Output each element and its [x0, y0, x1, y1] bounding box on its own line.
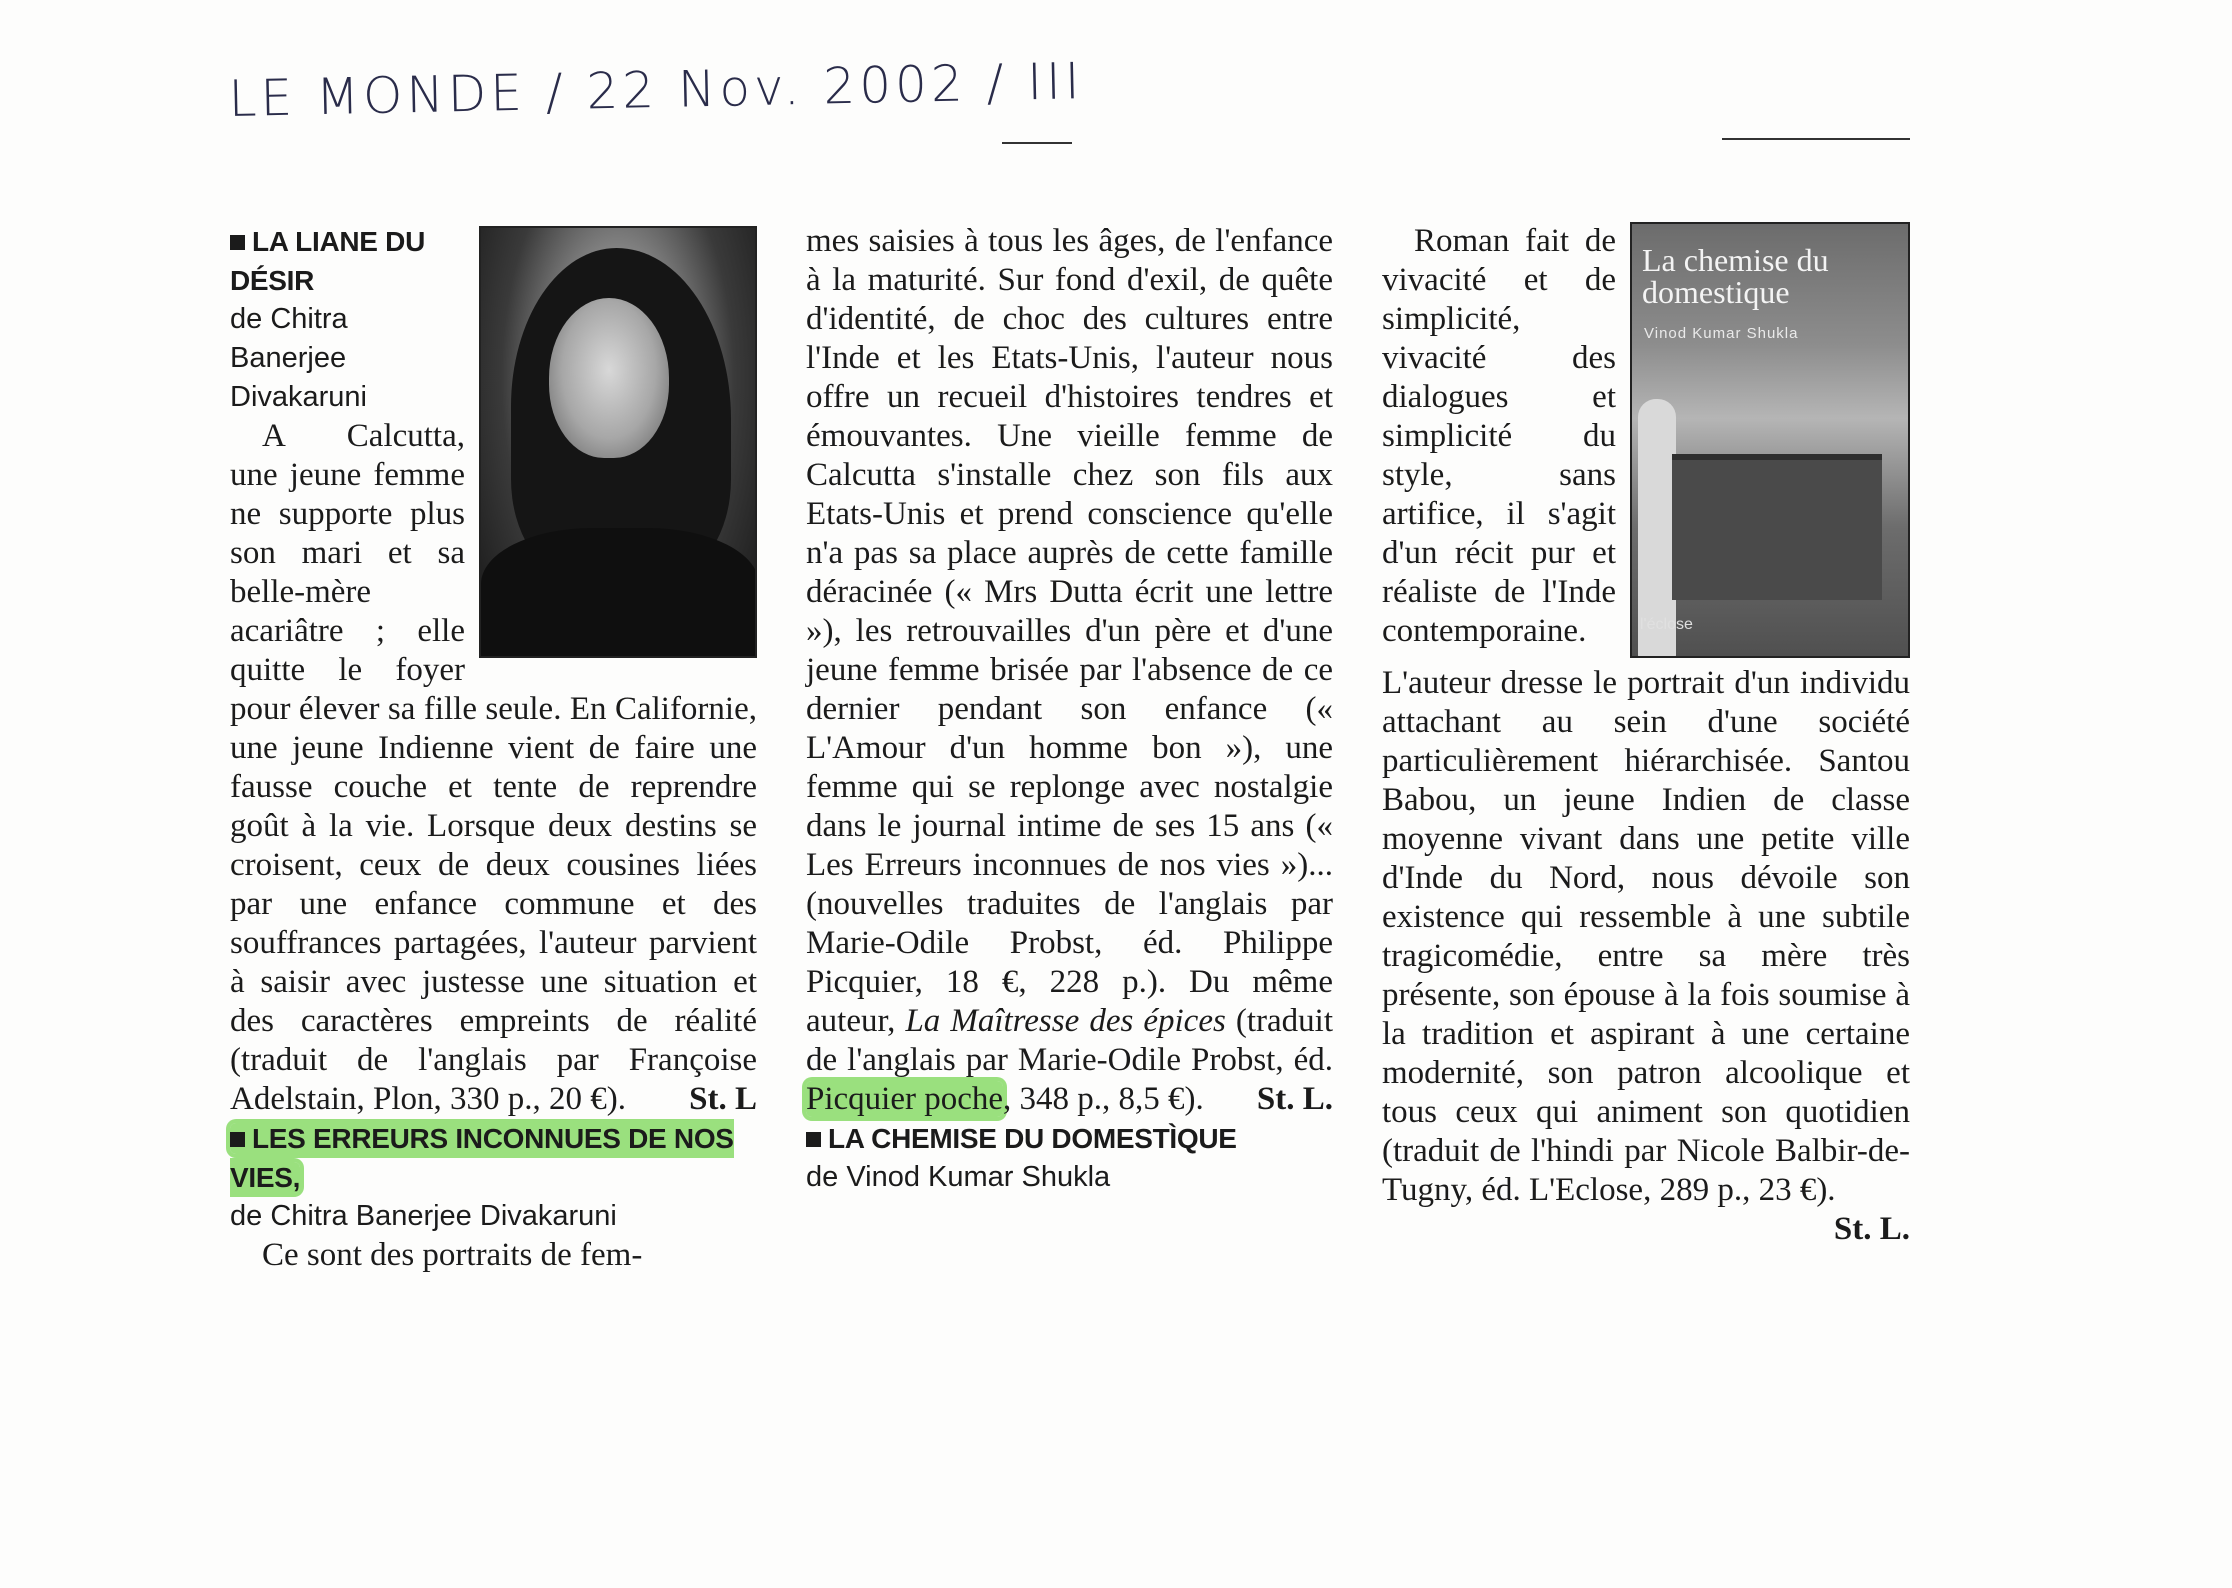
- review-heading-les-erreurs: [230, 1119, 757, 1197]
- review-text-les-erreurs-start: Ce sont des portraits de fem-: [262, 1237, 643, 1273]
- highlighted-heading: [230, 1123, 734, 1193]
- italic-book-title: La Maîtresse des épices: [905, 1003, 1226, 1039]
- cover-title: La chemise du domestique: [1642, 242, 1829, 310]
- review-heading-la-chemise: [806, 1119, 1333, 1158]
- book-cover: [1630, 222, 1910, 658]
- review-text-les-erreurs-cont: [806, 222, 1333, 1119]
- cover-publisher: l'éclose: [1640, 616, 1693, 633]
- bullet-square-icon: [230, 235, 245, 250]
- review-body: A Calcutta, une jeune femme ne supporte plus son mari et sa belle-mère acariâtre ; elle quitte le foyer pour élever sa fille seule. En Californie, une jeune Indienne vient de faire une fausse couche et tente de reprendre goût à la vie. Lorsque deux destins se croisent, ceux de deux cousines liées par une enfance commune et des souffrances partagées, l'auteur parvient à saisir avec justesse une situation et des caractères empreints de réalité (traduit de l'anglais par Françoise Adelstain, Plon, 330 p., 20 €).: [230, 418, 757, 1117]
- heading-text: LES ERREURS INCONNUES DE NOS VIES,: [230, 1123, 734, 1193]
- byline-les-erreurs: de Chitra Banerjee Divakaruni: [230, 1200, 617, 1232]
- bullet-square-icon: [230, 1132, 245, 1147]
- signature: St. L: [689, 1081, 757, 1117]
- handwritten-source-note: LE MONDE / 22 Nov. 2002 / III: [228, 52, 1085, 128]
- photo-face: [549, 298, 669, 458]
- heading-text: LA CHEMISE DU DOMESTÌQUE: [828, 1123, 1237, 1154]
- column-2: [806, 222, 1333, 1197]
- review-body-tail: , 348 p., 8,5 €).: [1003, 1081, 1204, 1117]
- byline-la-chemise: de Vinod Kumar Shukla: [806, 1161, 1111, 1193]
- cover-author: Vinod Kumar Shukla: [1644, 325, 1799, 342]
- heading-text: LA LIANE DU DÉSIR: [230, 226, 425, 296]
- photo-body: [481, 528, 757, 658]
- signature: St. L.: [1256, 1081, 1333, 1117]
- author-photo: [479, 226, 757, 658]
- header-rule-left: [1002, 142, 1072, 144]
- signature: St. L.: [1833, 1211, 1910, 1247]
- review-text-la-chemise-b: L'auteur dresse le portrait d'un individu attachant au sein d'une société particulièrement hiérarchisée. Santou Babou, un jeune Indien de classe moyenne vivant dans une petite ville d'Inde du Nord, nous dévoile son existence qui ressemble à une subtile tragicomédie, entre sa mère très présente, son épouse à la fois soumise à la tradition et aspirant à une certaine modernité, son patron alcoolique et tous ceux qui animent son quotidien (traduit de l'hindi par Nicole Balbir-de-Tugny, éd. L'Eclose, 289 p., 23 €).: [1382, 665, 1910, 1208]
- header-rule-right: [1722, 138, 1910, 140]
- review-body-cont: (traduit de l'anglais par Marie-Odile Probst, éd.: [806, 1003, 1333, 1078]
- column-3: [1382, 222, 1910, 1249]
- column-1: [230, 222, 757, 1275]
- highlighted-text: Picquier poche: [806, 1081, 1004, 1117]
- review-body: mes saisies à tous les âges, de l'enfance à la maturité. Sur fond d'exil, de quête d'identité, de choc des cultures entre l'Inde et les Etats-Unis, l'auteur nous offre un recueil d'histoires tendres et émouvantes. Une vieille femme de Calcutta s'installe chez son fils aux Etats-Unis et prend conscience qu'elle n'a pas sa place auprès de cette famille déracinée (« Mrs Dutta écrit une lettre »), les retrouvailles d'un père et d'une jeune femme brisée par l'absence de ce dernier pendant son enfance (« L'Amour d'un homme bon »), une femme qui se replonge avec nostalgie dans le journal intime de ses 15 ans (« Les Erreurs inconnues de nos vies »)... (nouvelles traduites de l'anglais par Marie-Odile Probst, éd. Philippe Picquier, 18 €, 228 p.). Du même auteur,: [806, 223, 1333, 1039]
- bullet-square-icon: [806, 1132, 821, 1147]
- byline-la-liane: de Chitra Banerjee Divakaruni: [230, 303, 367, 413]
- cover-counter: [1672, 454, 1882, 600]
- review-text-la-chemise-a: Roman fait de vivacité et de simplicité, vivacité des dialogues et simplicité du style, sans artifice, il s'agit d'un récit pur et réaliste de l'Inde contemporaine.: [1382, 223, 1616, 649]
